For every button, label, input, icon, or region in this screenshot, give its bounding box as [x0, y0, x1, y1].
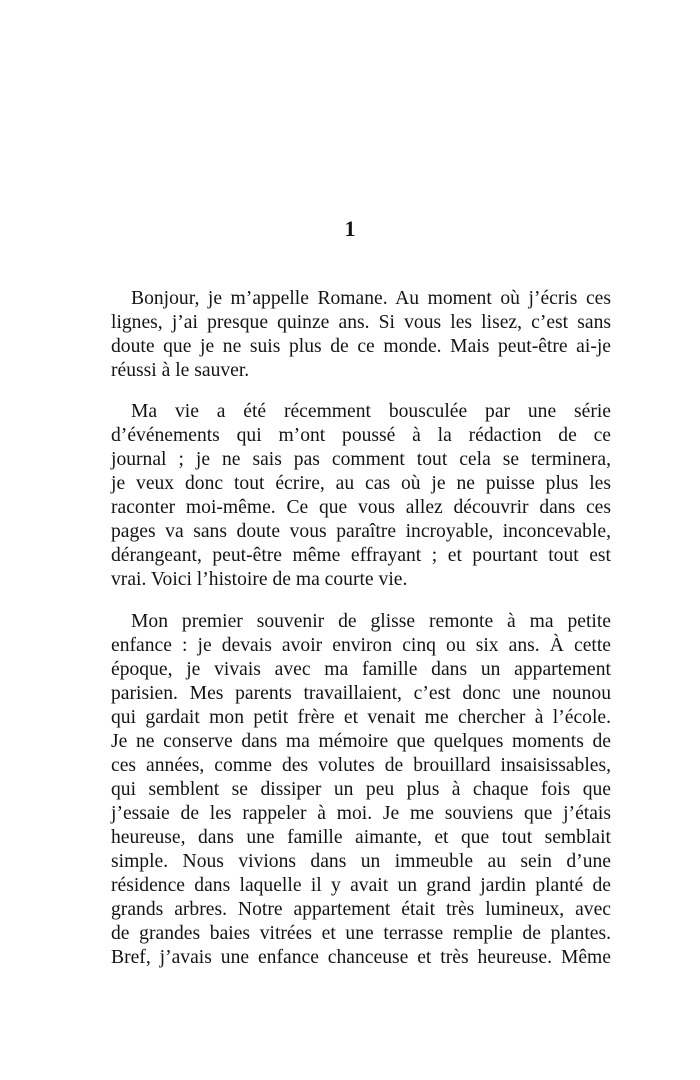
text-line: Bref, j’avais une enfance chanceuse et très heureuse. Même: [111, 947, 611, 968]
paragraph-1: [111, 287, 611, 383]
text-line: simple. Nous vivions dans un immeuble au sein d’une: [111, 851, 611, 872]
text-line: parisien. Mes parents travaillaient, c’est donc une nounou: [111, 683, 611, 704]
text-line: époque, je vivais avec ma famille dans un appartement: [111, 659, 611, 680]
text-line: raconter moi-même. Ce que vous allez découvrir dans ces: [111, 497, 611, 518]
text-line: ces années, comme des volutes de brouillard insaisissables,: [111, 755, 611, 776]
paragraph-3: [111, 610, 611, 970]
text-line: Mon premier souvenir de glisse remonte à ma petite: [131, 611, 611, 632]
text-line: dérangeant, peut-être même effrayant ; et pourtant tout est: [111, 545, 611, 566]
text-line: Ma vie a été récemment bousculée par une série: [131, 401, 611, 422]
text-line: Bonjour, je m’appelle Romane. Au moment où j’écris ces: [131, 288, 611, 309]
text-line: réussi à le sauver.: [111, 360, 250, 381]
text-line: je veux donc tout écrire, au cas où je ne puisse plus les: [111, 473, 611, 494]
text-line: qui gardait mon petit frère et venait me chercher à l’école.: [111, 707, 611, 728]
text-line: vrai. Voici l’histoire de ma courte vie.: [111, 569, 408, 590]
text-line: grands arbres. Notre appartement était très lumineux, avec: [111, 899, 611, 920]
text-line: heureuse, dans une famille aimante, et que tout semblait: [111, 827, 611, 848]
chapter-number: 1: [344, 216, 356, 241]
text-line: qui semblent se dissiper un peu plus à chaque fois que: [111, 779, 611, 800]
text-line: d’événements qui m’ont poussé à la rédaction de ce: [111, 425, 611, 446]
text-line: pages va sans doute vous paraître incroyable, inconcevable,: [111, 521, 611, 542]
text-line: journal ; je ne sais pas comment tout cela se terminera,: [111, 449, 611, 470]
text-line: Je ne conserve dans ma mémoire que quelques moments de: [111, 731, 611, 752]
paragraph-2: [111, 400, 611, 592]
text-line: de grandes baies vitrées et une terrasse remplie de plantes.: [111, 923, 611, 944]
text-line: j’essaie de les rappeler à moi. Je me souviens que j’étais: [111, 803, 611, 824]
text-line: lignes, j’ai presque quinze ans. Si vous les lisez, c’est sans: [111, 312, 611, 333]
text-line: résidence dans laquelle il y avait un grand jardin planté de: [111, 875, 611, 896]
text-line: doute que je ne suis plus de ce monde. Mais peut-être ai-je: [111, 336, 611, 357]
text-line: enfance : je devais avoir environ cinq ou six ans. À cette: [111, 635, 611, 656]
